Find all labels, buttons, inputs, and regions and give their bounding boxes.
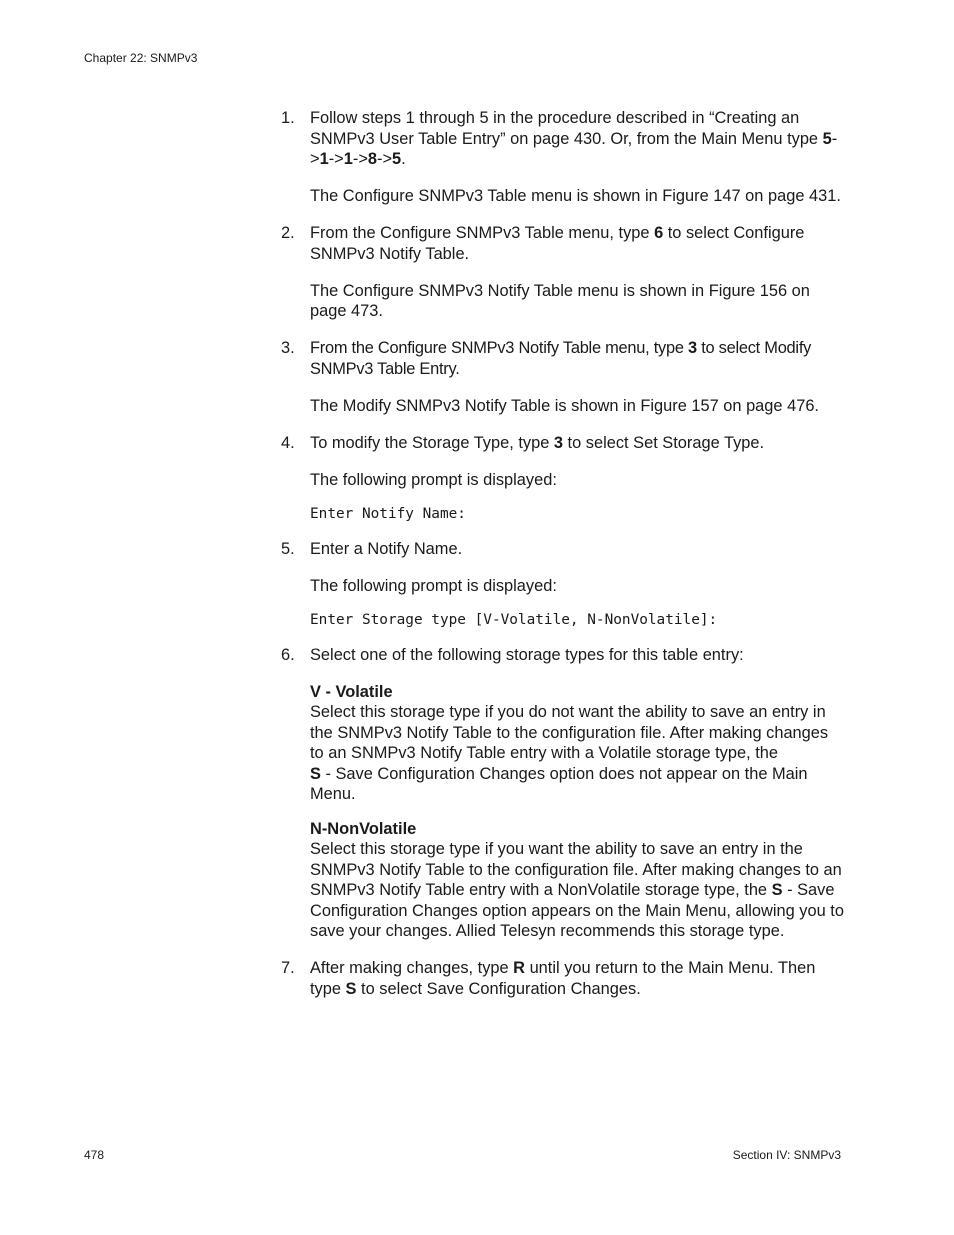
running-header: Chapter 22: SNMPv3 [84,51,198,65]
step-4 [281,433,846,454]
step-note: The following prompt is displayed: [310,576,557,595]
definition-desc-volatile: Select this storage type if you do not want the ability to save an entry in the SNMPv3 Notify Table to the configuration file. After making changes to an SNMPv3 Notify Table entry with a Volatile storage type, the S - Save Configuration Changes option does not appear on the Main Menu. [310,703,829,803]
step-text: Select one of the following storage types for this table entry: [310,645,744,664]
procedure-steps [281,108,846,999]
step-5 [281,539,846,560]
definition-desc-nonvolatile: Select this storage type if you want the ability to save an entry in the SNMPv3 Notify Table to the configuration file. After making changes to an SNMPv3 Notify Table entry with a NonVolatile storage type, the S - Save Configuration Changes option appears on the Main Menu, allowing you to save your changes. Allied Telesyn recommends this storage type. [310,840,844,940]
step-note: The Configure SNMPv3 Notify Table menu is shown in Figure 156 on page 473. [310,281,810,320]
step-text: From the Configure SNMPv3 Notify Table menu, type 3 to select Modify SNMPv3 Table Entry. [310,339,812,378]
step-1 [281,108,846,170]
prompt-code: Enter Storage type [V-Volatile, N-NonVolatile]: [310,612,718,628]
step-3 [281,338,846,379]
step-text: Follow steps 1 through 5 in the procedure described in “Creating an SNMPv3 User Table Entry” on page 430. Or, from the Main Menu type 5->1->1->8->5. [310,109,838,168]
step-text: From the Configure SNMPv3 Table menu, type 6 to select Configure SNMPv3 Notify Table. [310,224,805,263]
step-text: To modify the Storage Type, type 3 to select Set Storage Type. [310,433,765,452]
step-number: 1. [281,109,295,127]
step-number: 5. [281,539,295,558]
step-number: 2. [281,224,295,242]
step-note: The Configure SNMPv3 Table menu is shown in Figure 147 on page 431. [310,187,841,205]
step-7 [281,958,846,999]
step-number: 6. [281,645,295,664]
step-number: 7. [281,959,295,977]
step-number: 4. [281,433,295,452]
definition-term-volatile: V - Volatile [310,682,393,701]
step-note: The Modify SNMPv3 Notify Table is shown in Figure 157 on page 476. [310,396,819,415]
step-number: 3. [281,339,295,357]
step-note: The following prompt is displayed: [310,470,557,489]
page-number: 478 [84,1148,105,1162]
step-2 [281,223,846,264]
definition-term-nonvolatile: N-NonVolatile [310,819,417,838]
prompt-code: Enter Notify Name: [310,506,466,522]
step-text: After making changes, type R until you return to the Main Menu. Then type S to select Save Configuration Changes. [310,959,816,998]
step-text: Enter a Notify Name. [310,539,463,558]
running-footer-section: Section IV: SNMPv3 [732,1148,841,1162]
step-6 [281,645,846,666]
